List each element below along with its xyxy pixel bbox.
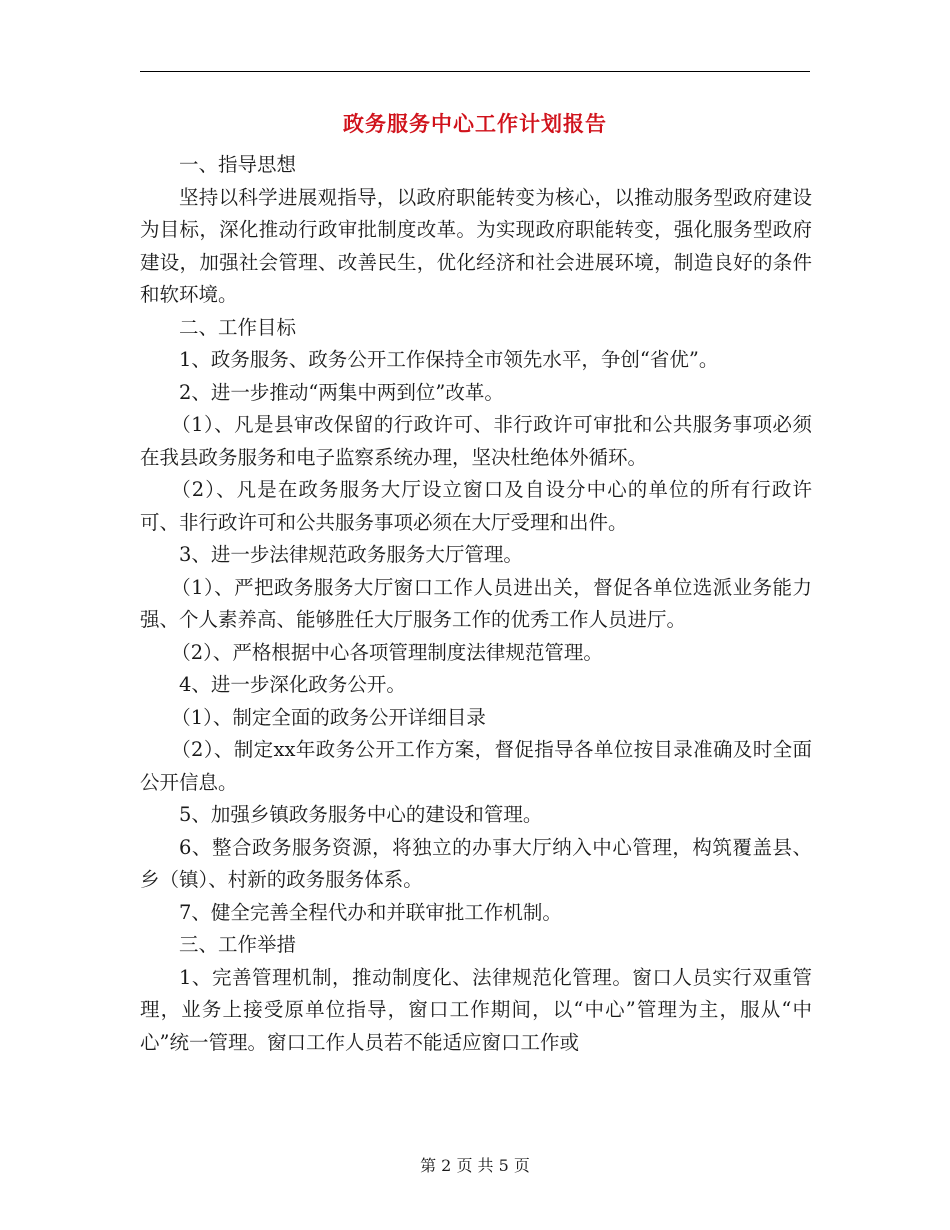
paragraph: 3、进一步法律规范政务服务大厅管理。	[179, 543, 523, 566]
paragraph: （1）、严把政务服务大厅窗口工作人员进出关，督促各单位选派业务能力强、个人素养高、能够胜任大厅服务工作的优秀工作人员进厅。	[140, 575, 812, 631]
header-rule	[140, 71, 810, 72]
paragraph: （2）、严格根据中心各项管理制度法律规范管理。	[171, 640, 603, 664]
paragraph: 5、加强乡镇政务服务中心的建设和管理。	[179, 803, 543, 826]
paragraph: （2）、制定xx年政务公开工作方案，督促指导各单位按目录准确及时全面公开信息。	[140, 738, 812, 794]
paragraph: 坚持以科学进展观指导，以政府职能转变为核心，以推动服务型政府建设为目标，深化推动行政审批制度改革。为实现政府职能转变，强化服务型政府建设，加强社会管理、改善民生，优化经济和社会进展环境，制造良好的条件和软环境。	[140, 185, 812, 306]
document-body	[140, 149, 812, 1059]
document-title: 政务服务中心工作计划报告	[343, 111, 607, 136]
paragraph: 7、健全完善全程代办和并联审批工作机制。	[179, 900, 562, 924]
paragraph-heading-work-goals: 二、工作目标	[179, 315, 297, 339]
paragraph: 6、整合政务服务资源，将独立的办事大厅纳入中心管理，构筑覆盖县、乡（镇）、村新的政务服务体系。	[140, 835, 812, 891]
page-number: 第 2 页 共 5 页	[420, 1156, 530, 1175]
paragraph: （2）、凡是在政务服务大厅设立窗口及自设分中心的单位的所有行政许可、非行政许可和公共服务事项必须在大厅受理和出件。	[140, 478, 812, 534]
paragraph: （1）、凡是县审改保留的行政许可、非行政许可审批和公共服务事项必须在我县政务服务和电子监察系统办理，坚决杜绝体外循环。	[140, 413, 812, 469]
paragraph: 1、政务服务、政务公开工作保持全市领先水平，争创“省优”。	[179, 348, 719, 371]
paragraph-heading-work-measures: 三、工作举措	[179, 933, 297, 956]
paragraph: 1、完善管理机制，推动制度化、法律规范化管理。窗口人员实行双重管理，业务上接受原单位指导，窗口工作期间，以“中心”管理为主，服从“中心”统一管理。窗口工作人员若不能适应窗口工作或	[140, 965, 812, 1054]
paragraph: （1）、制定全面的政务公开详细目录	[171, 705, 486, 729]
paragraph-heading-guiding-thought: 一、指导思想	[179, 153, 297, 176]
paragraph: 4、进一步深化政务公开。	[179, 673, 406, 696]
paragraph: 2、进一步推动“两集中两到位”改革。	[179, 380, 504, 404]
